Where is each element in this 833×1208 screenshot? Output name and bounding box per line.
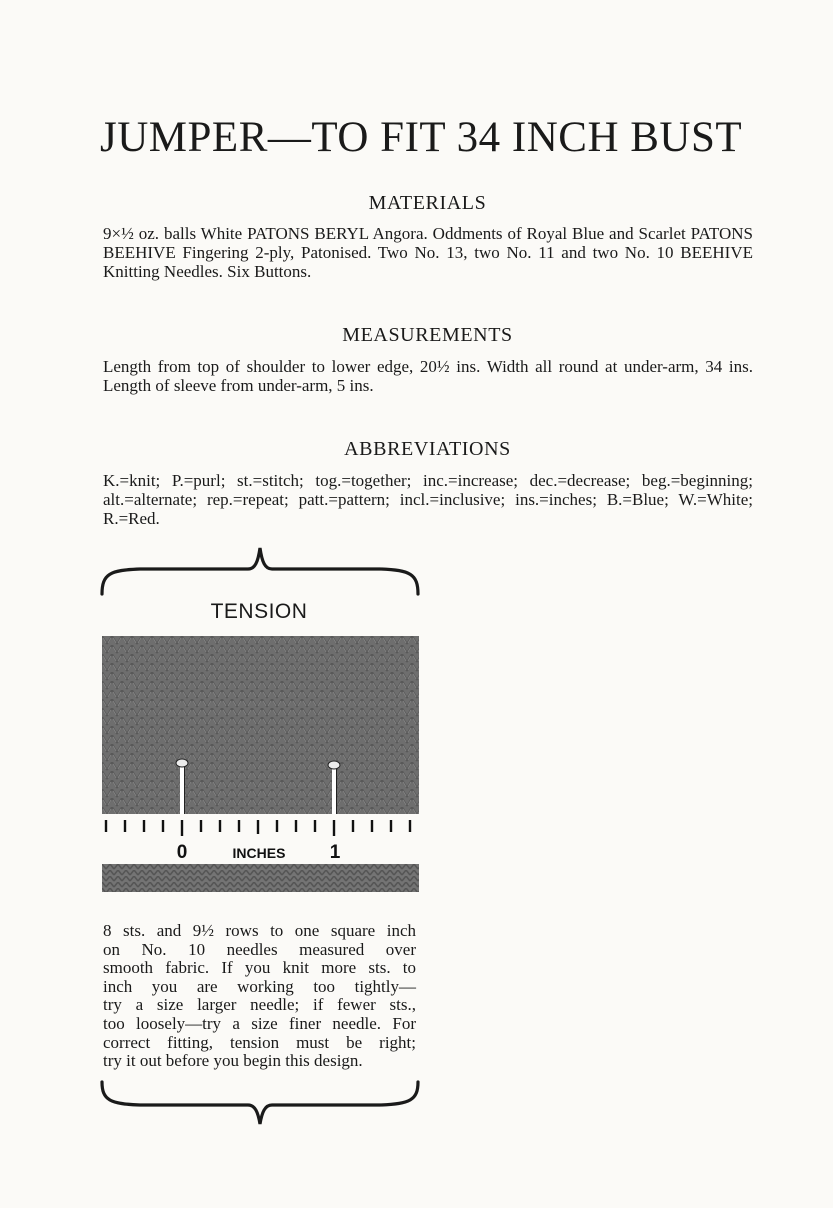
- tension-line: correct fitting, tension must be right;: [103, 1032, 416, 1052]
- tension-swatch-illustration: [102, 636, 419, 892]
- tension-line: on No. 10 needles measured over: [103, 939, 416, 959]
- ruler-label-zero: 0: [176, 842, 188, 863]
- tension-line: try it out before you begin this design.: [103, 1051, 363, 1071]
- measurements-heading: MEASUREMENTS: [342, 324, 513, 346]
- tension-line: too loosely—try a size finer needle. For: [103, 1013, 416, 1033]
- knitted-fabric-swatch: [102, 636, 419, 822]
- ruler-label-one: 1: [329, 842, 341, 863]
- tension-line: inch you are working too tightly—: [103, 976, 416, 996]
- bottom-brace-decoration: [100, 1080, 420, 1126]
- materials-text: 9×½ oz. balls White PATONS BERYL Angora. Oddments of Royal Blue and Scarlet PATONS BEEHIVE Fingering 2-ply, Patonised. Two No. 13, two No. 11 and two No. 10 BEEHIVE Knitting Needles. Six Buttons.: [103, 224, 753, 281]
- measurements-text: Length from top of shoulder to lower edge, 20½ ins. Width all round at under-arm, 34 ins. Length of sleeve from under-arm, 5 ins.: [103, 357, 753, 395]
- ruler-label-unit: INCHES: [232, 845, 286, 861]
- abbreviations-text: K.=knit; P.=purl; st.=stitch; tog.=together; inc.=increase; dec.=decrease; beg.=beginning; alt.=alternate; rep.=repeat; patt.=pattern; incl.=inclusive; ins.=inches; B.=Blue; W.=White; R.=Red.: [103, 471, 753, 528]
- tension-heading: TENSION: [210, 600, 308, 623]
- tension-line: smooth fabric. If you knit more sts. to: [103, 958, 416, 978]
- top-brace-decoration: [100, 546, 420, 596]
- tension-line: 8 sts. and 9½ rows to one square inch: [103, 921, 416, 940]
- lower-fabric-strip: [102, 864, 419, 892]
- materials-heading: MATERIALS: [368, 192, 487, 214]
- page-title: JUMPER—TO FIT 34 INCH BUST: [100, 114, 743, 161]
- tension-text: [103, 922, 416, 1071]
- abbreviations-heading: ABBREVIATIONS: [344, 438, 511, 460]
- tension-line: try a size larger needle; if fewer sts.,: [103, 995, 416, 1015]
